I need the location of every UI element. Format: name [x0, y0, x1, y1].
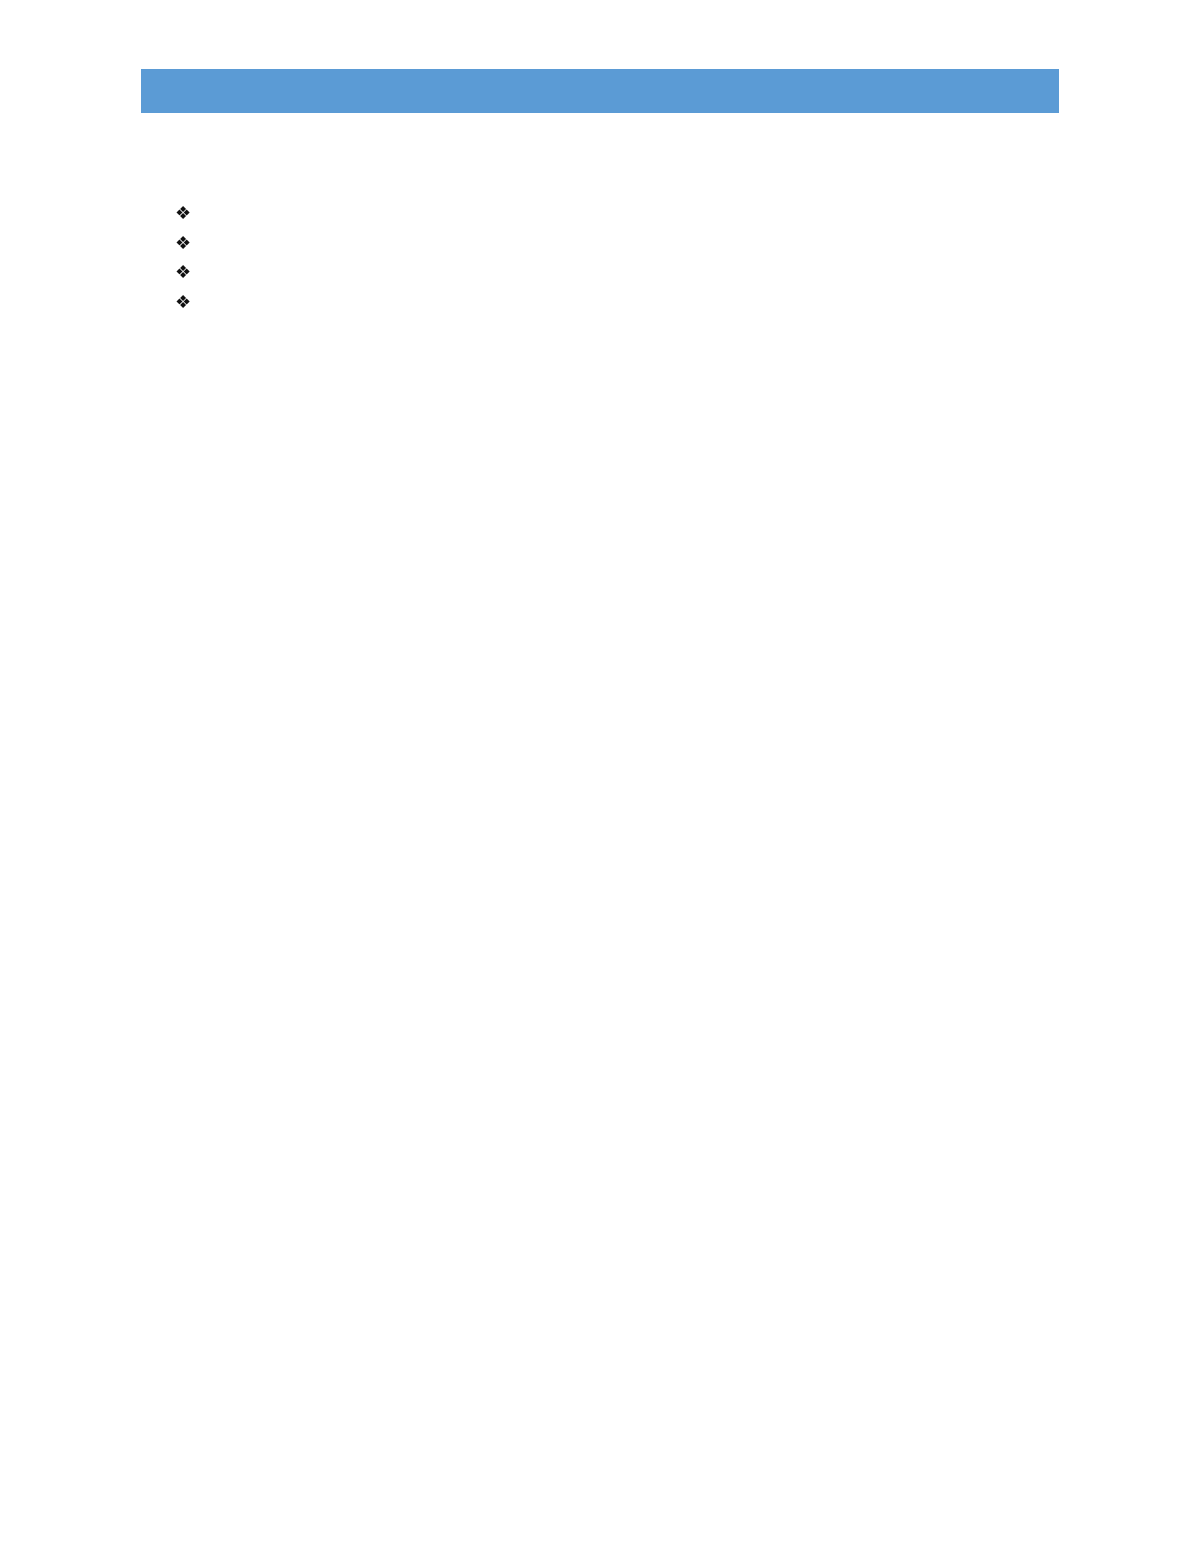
document-body [141, 140, 1059, 652]
weaknesses-list [141, 331, 1059, 652]
weakness-item [141, 477, 1059, 506]
diamond-bullet-icon: ❖ [175, 262, 192, 283]
weakness-item [141, 448, 1059, 477]
weakness-item [141, 535, 1059, 564]
diamond-bullet-icon: ❖ [175, 203, 192, 224]
weakness-item [141, 419, 1059, 448]
weakness-item [141, 623, 1059, 652]
weakness-item [141, 594, 1059, 623]
weakness-item [141, 331, 1059, 360]
weakness-item [141, 565, 1059, 594]
diamond-bullet-icon: ❖ [175, 232, 192, 253]
date-item [141, 229, 1059, 259]
important-dates-list [141, 199, 1059, 317]
date-item [141, 199, 1059, 229]
header-bar [141, 69, 1059, 113]
diamond-bullet-icon: ❖ [175, 291, 192, 312]
weakness-item [141, 389, 1059, 418]
weakness-item [141, 506, 1059, 535]
date-item [141, 288, 1059, 318]
weakness-item [141, 360, 1059, 389]
date-item [141, 258, 1059, 288]
